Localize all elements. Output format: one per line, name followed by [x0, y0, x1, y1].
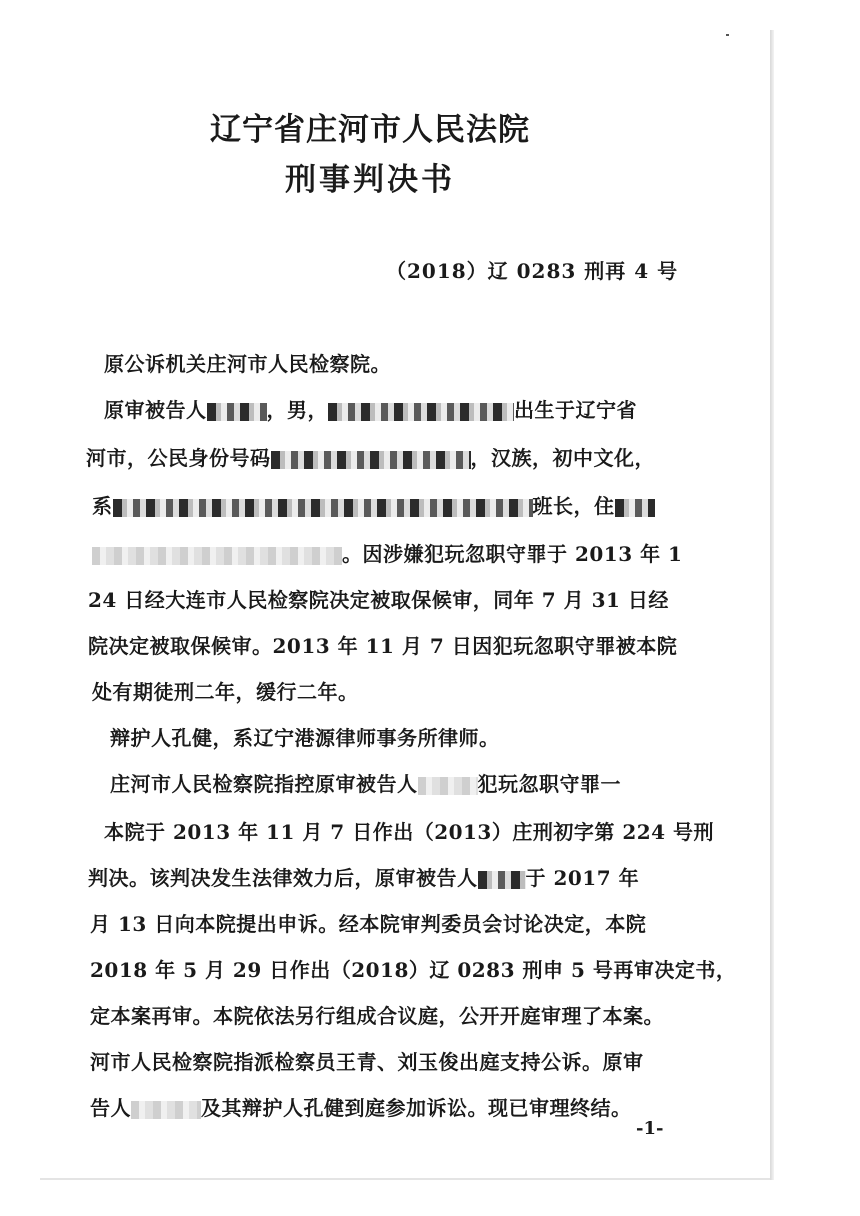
line-text: 2018 年 5 月 29 日作出（2018）辽 0283 刑申 5 号再审决定书， — [90, 958, 737, 982]
text-line-13 — [90, 908, 646, 937]
line-text: 判决。该判决发生法律效力后，原审被告人 — [88, 866, 478, 890]
line-text: 24 日经大连市人民检察院决定被取保候审，同年 7 月 31 日经 — [88, 588, 669, 612]
line-text: 及其辩护人孔健到庭参加诉讼。现已审理终结。 — [201, 1096, 632, 1120]
scan-speck — [726, 34, 729, 36]
line-text: 系 — [92, 494, 113, 518]
court-name: 辽宁省庄河市人民法院 — [210, 112, 530, 148]
line-text: 河市人民检察院指派检察员王青、刘玉俊出庭支持公诉。原审 — [90, 1050, 644, 1074]
text-line-12 — [88, 862, 639, 891]
document-type: 刑事判决书 — [285, 162, 455, 198]
line-text: 庄河市人民检察院指控原审被告人 — [110, 772, 418, 796]
page-bottom-edge — [40, 1178, 770, 1180]
redaction-block — [207, 403, 267, 421]
text-line-6 — [88, 584, 669, 613]
text-line-15 — [90, 1000, 664, 1029]
line-text: 出生于辽宁省 — [514, 398, 637, 422]
line-text: 本院于 2013 年 11 月 7 日作出（2013）庄刑初字第 224 号刑 — [104, 820, 715, 844]
text-line-5 — [92, 538, 682, 567]
text-line-10 — [110, 768, 621, 797]
text-line-9 — [110, 722, 500, 751]
redaction-block — [131, 1101, 201, 1119]
case-number: （2018）辽 0283 刑再 4 号 — [386, 259, 679, 283]
text-line-11 — [104, 816, 714, 845]
line-text: 班长，住 — [532, 494, 615, 518]
line-text: 辩护人孔健，系辽宁港源律师事务所律师。 — [110, 726, 500, 750]
line-text: 。因涉嫌犯玩忽职守罪于 2013 年 1 — [342, 542, 683, 566]
line-text: ，汉族，初中文化， — [470, 446, 655, 470]
redaction-block — [418, 777, 478, 795]
redaction-block — [271, 451, 471, 469]
redaction-block — [478, 871, 526, 889]
redaction-block — [615, 499, 655, 517]
redaction-block — [113, 499, 533, 517]
line-text: 犯玩忽职守罪一 — [477, 772, 621, 796]
line-text: 原公诉机关庄河市人民检察院。 — [104, 352, 391, 376]
text-line-3 — [86, 442, 655, 471]
text-line-1 — [104, 348, 391, 377]
text-line-16 — [90, 1046, 644, 1075]
line-text: 河市，公民身份号码 — [86, 446, 271, 470]
text-line-8 — [92, 676, 359, 705]
text-line-17 — [90, 1092, 632, 1121]
line-text: 处有期徒刑二年，缓行二年。 — [92, 680, 359, 704]
redaction-block — [328, 403, 514, 421]
text-line-14 — [90, 954, 736, 983]
line-text: 原审被告人 — [104, 398, 207, 422]
line-text: 月 13 日向本院提出申诉。经本院审判委员会讨论决定，本院 — [90, 912, 647, 936]
line-text: 院决定被取保候审。2013 年 11 月 7 日因犯玩忽职守罪被本院 — [88, 634, 678, 658]
line-text: 定本案再审。本院依法另行组成合议庭，公开开庭审理了本案。 — [90, 1004, 664, 1028]
line-text: 告人 — [90, 1096, 131, 1120]
text-line-2 — [104, 394, 637, 423]
line-text: ，男， — [266, 398, 328, 422]
line-text: 于 2017 年 — [525, 866, 640, 890]
redaction-block — [92, 547, 342, 565]
text-line-7 — [88, 630, 677, 659]
text-line-4 — [92, 490, 655, 519]
page-number: -1- — [636, 1118, 664, 1139]
page-edge-shadow — [770, 30, 774, 1180]
